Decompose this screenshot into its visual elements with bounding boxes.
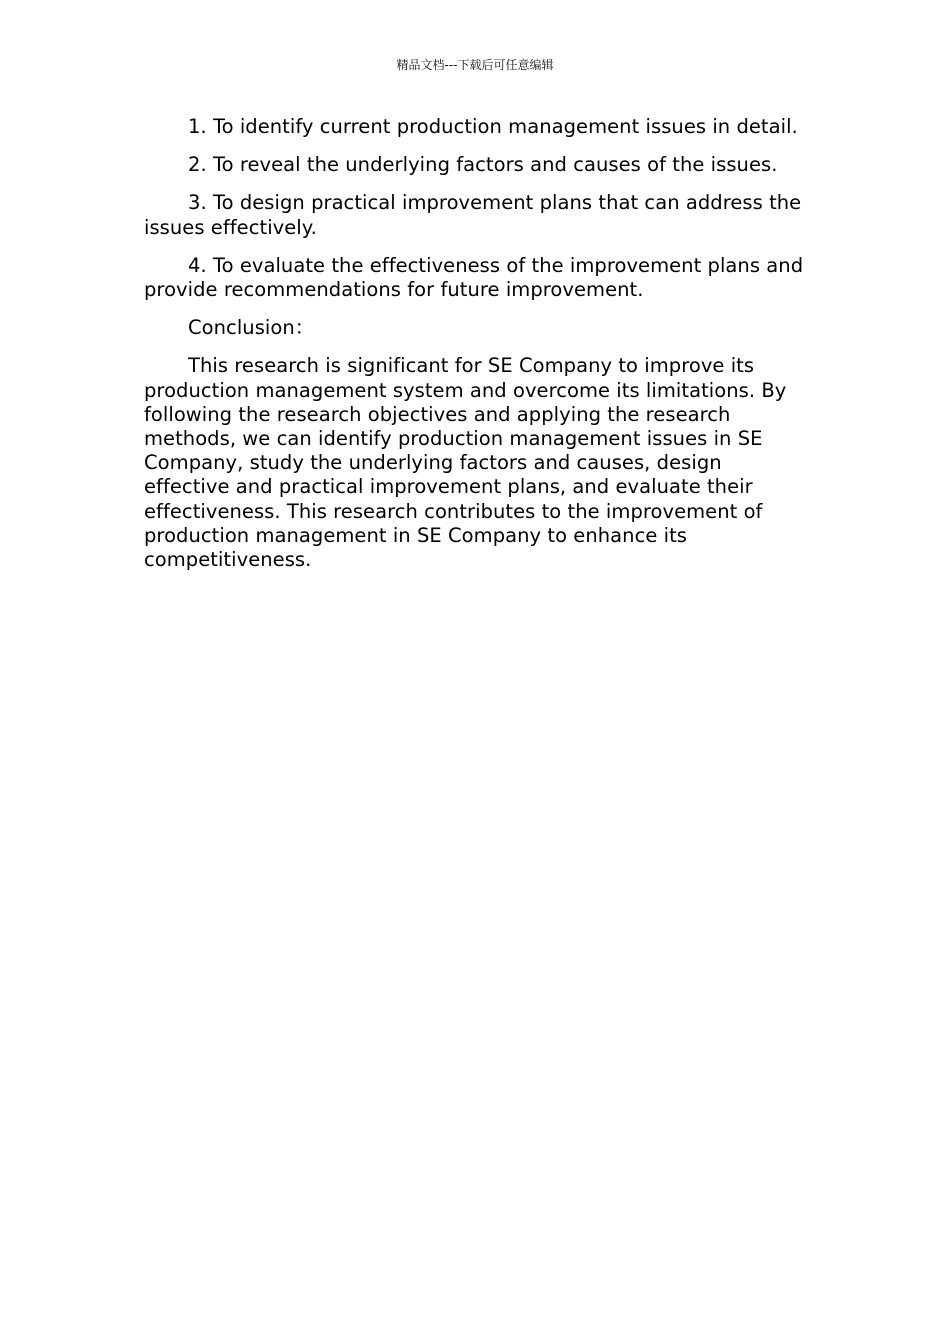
objective-item-4: 4. To evaluate the effectiveness of the improvement plans and provide recommendations for future improvement. [144, 253, 804, 302]
objective-item-2: 2. To reveal the underlying factors and causes of the issues. [188, 153, 778, 177]
objective-item-1: 1. To identify current production management issues in detail. [188, 115, 798, 138]
document-body [144, 115, 806, 586]
conclusion-paragraph: This research is significant for SE Company to improve its production management system and overcome its limitations. By following the research objectives and applying the research methods, we can identify production management issues in SE Company, study the underlying factors and causes, design effective and practical improvement plans, and evaluate their effectiveness. This research contributes to the improvement of production management in SE Company to enhance its competitiveness. [144, 354, 787, 572]
page-header: 精品文档---下载后可任意编辑 [396, 58, 554, 72]
objective-item-3: 3. To design practical improvement plans that can address the issues effectively. [144, 191, 802, 239]
conclusion-heading: Conclusion： [188, 316, 315, 340]
